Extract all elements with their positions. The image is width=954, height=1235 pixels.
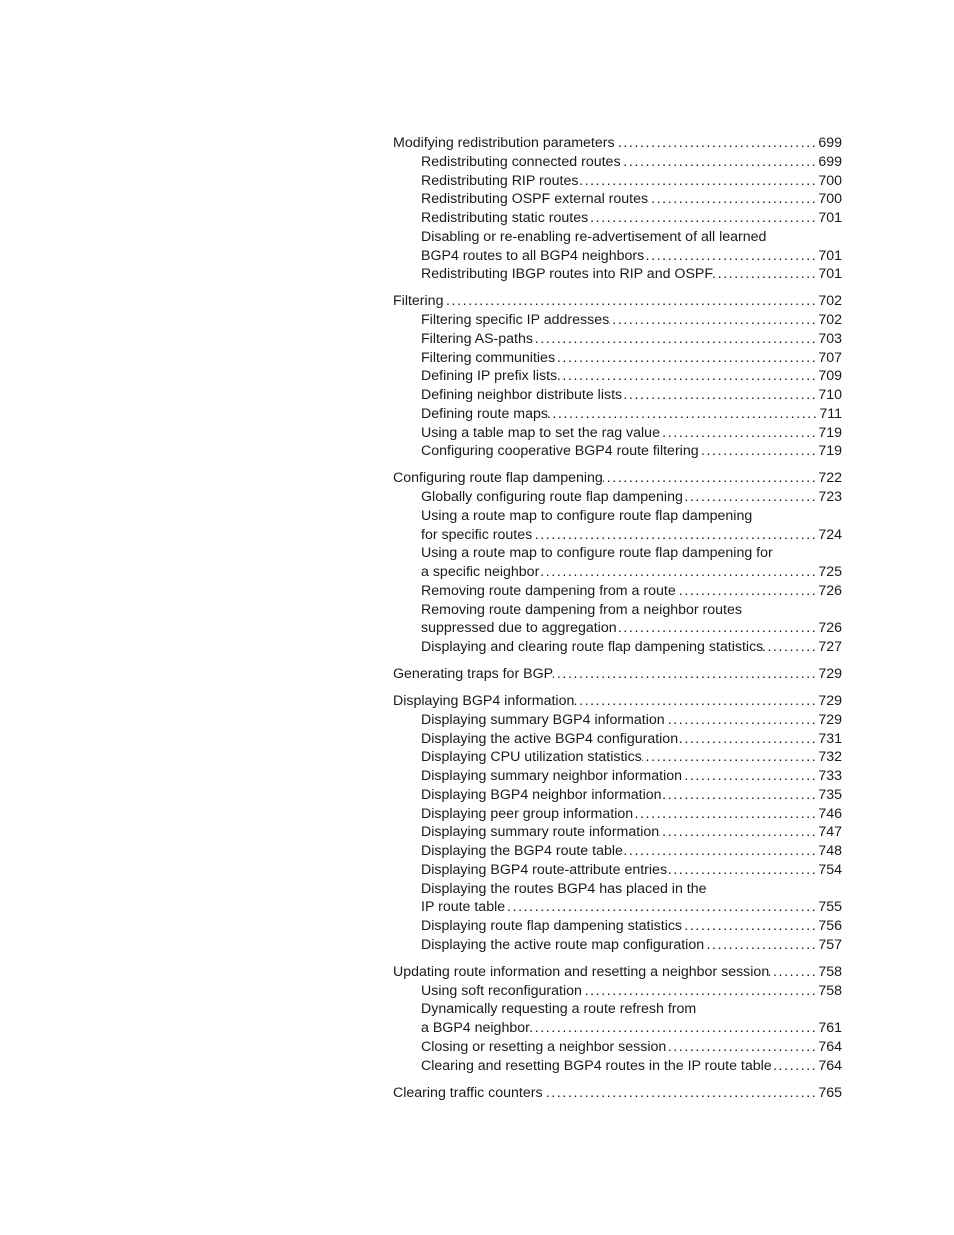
page-number: 701 — [818, 266, 842, 283]
entry-title: Displaying BGP4 route-attribute entries — [421, 861, 668, 878]
dot-leader — [548, 405, 819, 424]
dot-leader — [676, 582, 819, 601]
entry-title: Disabling or re-enabling re-advertisement of all learned — [421, 228, 767, 245]
entry-title: Redistributing OSPF external routes — [421, 191, 649, 208]
page-number: 723 — [818, 489, 842, 506]
dot-leader — [603, 469, 819, 488]
page-number: 756 — [818, 918, 842, 935]
toc-entry[interactable] — [393, 153, 842, 172]
entry-title: suppressed due to aggregation — [421, 620, 617, 637]
toc-entry-continuation[interactable] — [393, 619, 842, 638]
dot-leader — [648, 190, 818, 209]
toc-entry[interactable] — [393, 367, 842, 386]
page-number: 755 — [818, 899, 842, 916]
page-number: 711 — [819, 405, 842, 422]
toc-entry[interactable] — [393, 488, 842, 507]
page-number: 722 — [818, 470, 842, 487]
page-number: 726 — [818, 582, 842, 599]
entry-title: Globally configuring route flap dampening — [421, 489, 683, 506]
dot-leader — [699, 442, 819, 461]
page-number: 703 — [818, 330, 842, 347]
page-number: 719 — [818, 424, 842, 441]
toc-entry-continuation[interactable] — [393, 563, 842, 582]
toc-entry-continuation[interactable] — [393, 247, 842, 266]
toc-entry[interactable] — [393, 1038, 842, 1057]
entry-title: for specific routes — [421, 526, 533, 543]
page-number: 735 — [818, 786, 842, 803]
page-number: 724 — [818, 526, 842, 543]
entry-title: Filtering specific IP addresses — [421, 312, 610, 329]
entry-title: Redistributing connected routes — [421, 153, 621, 170]
entry-title: Configuring route flap dampening — [393, 470, 603, 487]
entry-title: Modifying redistribution parameters — [393, 135, 615, 151]
page-number: 758 — [818, 963, 842, 980]
dot-leader — [660, 424, 818, 443]
toc-entry-continuation[interactable] — [393, 526, 842, 545]
page-number: 765 — [818, 1084, 842, 1101]
toc-section — [393, 665, 842, 684]
entry-title: Displaying BGP4 neighbor information — [421, 786, 662, 803]
dot-leader — [662, 786, 819, 805]
entry-title: Clearing and resetting BGP4 routes in the IP route table — [421, 1057, 772, 1074]
page-number: 731 — [818, 730, 842, 747]
page-number: 701 — [818, 210, 842, 226]
page-number: 764 — [818, 1038, 842, 1055]
entry-title: Using a route map to configure route flap dampening for — [421, 545, 773, 562]
dot-leader — [682, 767, 818, 786]
entry-title: Configuring cooperative BGP4 route filtering — [421, 443, 699, 460]
toc-entry[interactable] — [393, 349, 842, 368]
dot-leader — [443, 292, 818, 311]
toc-entry-continuation[interactable] — [393, 898, 842, 917]
dot-leader — [772, 1057, 819, 1076]
toc-entry[interactable] — [393, 767, 842, 786]
page-number: 707 — [818, 349, 842, 366]
page-number: 709 — [818, 368, 842, 385]
page-number: 700 — [818, 191, 842, 208]
dot-leader — [533, 330, 818, 349]
dot-leader — [666, 1038, 818, 1057]
entry-title: Redistributing RIP routes — [421, 172, 579, 189]
toc-entry[interactable] — [393, 190, 842, 209]
toc-section — [393, 1084, 842, 1103]
entry-title: a BGP4 neighbor — [421, 1020, 530, 1037]
dot-leader — [704, 936, 818, 955]
entry-title: Displaying peer group information — [421, 805, 634, 822]
page-number: 764 — [818, 1057, 842, 1074]
dot-leader — [615, 134, 819, 153]
page-number: 701 — [818, 247, 842, 264]
toc-section-heading[interactable] — [393, 665, 842, 684]
entry-title: Dynamically requesting a route refresh from — [421, 1001, 697, 1018]
page-number: 719 — [818, 443, 842, 460]
entry-title: Displaying route flap dampening statistics — [421, 918, 683, 935]
dot-leader — [530, 1019, 818, 1038]
dot-leader — [642, 748, 819, 767]
dot-leader — [682, 917, 818, 936]
toc-entry[interactable] — [393, 805, 842, 824]
toc-section — [393, 963, 842, 1076]
dot-leader — [574, 692, 818, 711]
dot-leader — [622, 386, 818, 405]
toc-entry[interactable] — [393, 386, 842, 405]
dot-leader — [621, 153, 819, 172]
entry-title: Displaying the active BGP4 configuration — [421, 730, 679, 747]
table-of-contents — [393, 134, 842, 1111]
dot-leader — [633, 805, 818, 824]
entry-title: Filtering AS-paths — [421, 330, 533, 347]
page-number: 699 — [818, 135, 842, 151]
dot-leader — [644, 247, 818, 266]
entry-title: Defining neighbor distribute lists — [421, 387, 623, 404]
toc-entry[interactable] — [393, 917, 842, 936]
toc-entry[interactable] — [393, 209, 842, 228]
toc-entry[interactable] — [393, 544, 842, 563]
toc-entry[interactable] — [393, 711, 842, 730]
entry-title: Defining IP prefix lists — [421, 368, 558, 385]
entry-title: Displaying summary neighbor information — [421, 768, 683, 785]
toc-section-heading[interactable] — [393, 469, 842, 488]
dot-leader — [557, 367, 818, 386]
entry-title: Redistributing static routes — [421, 210, 589, 226]
toc-entry-continuation[interactable] — [393, 1019, 842, 1038]
dot-leader — [532, 526, 818, 545]
page-number: 729 — [818, 711, 842, 728]
toc-section-heading[interactable] — [393, 292, 842, 311]
entry-title: Generating traps for BGP — [393, 666, 554, 683]
toc-entry[interactable] — [393, 507, 842, 526]
page-number: 747 — [818, 824, 842, 841]
dot-leader — [617, 619, 819, 638]
dot-leader — [505, 898, 818, 917]
toc-entry[interactable] — [393, 424, 842, 443]
dot-leader — [609, 311, 818, 330]
entry-title: IP route table — [421, 899, 506, 916]
toc-entry[interactable] — [393, 311, 842, 330]
page-number: 733 — [818, 768, 842, 785]
entry-title: Closing or resetting a neighbor session — [421, 1038, 667, 1055]
toc-entry[interactable] — [393, 786, 842, 805]
entry-title: Using soft reconfiguration — [421, 982, 582, 999]
entry-title: Updating route information and resetting a neighbor session — [393, 963, 770, 980]
toc-entry[interactable] — [393, 265, 842, 284]
page-number: 758 — [818, 982, 842, 999]
dot-leader — [555, 349, 818, 368]
entry-title: Using a table map to set the rag value — [421, 424, 660, 441]
toc-section — [393, 134, 842, 284]
toc-entry[interactable] — [393, 172, 842, 191]
toc-entry[interactable] — [393, 638, 842, 657]
entry-title: Clearing traffic counters — [393, 1084, 543, 1101]
dot-leader — [678, 730, 818, 749]
dot-leader — [553, 665, 818, 684]
dot-leader — [763, 638, 818, 657]
toc-entry[interactable] — [393, 936, 842, 955]
toc-entry[interactable] — [393, 330, 842, 349]
page-number: 729 — [818, 693, 842, 710]
toc-section-heading[interactable] — [393, 134, 842, 153]
entry-title: Filtering communities — [421, 349, 556, 366]
entry-title: Displaying summary BGP4 information — [421, 711, 665, 728]
page-number: 726 — [818, 620, 842, 637]
toc-entry[interactable] — [393, 582, 842, 601]
entry-title: Displaying BGP4 information — [393, 693, 575, 710]
toc-entry[interactable] — [393, 823, 842, 842]
toc-entry[interactable] — [393, 982, 842, 1001]
toc-section — [393, 292, 842, 461]
entry-title: Defining route maps — [421, 405, 548, 422]
page-number: 699 — [818, 153, 842, 170]
entry-title: Using a route map to configure route flap dampening — [421, 507, 753, 524]
entry-title: a specific neighbor — [421, 564, 540, 581]
dot-leader — [543, 1084, 819, 1103]
page-number: 702 — [818, 312, 842, 329]
page-number: 757 — [818, 936, 842, 953]
page-number: 702 — [818, 293, 842, 310]
dot-leader — [659, 823, 818, 842]
toc-entry[interactable] — [393, 861, 842, 880]
toc-section-heading[interactable] — [393, 963, 842, 982]
toc-entry[interactable] — [393, 1000, 842, 1019]
toc-section-heading[interactable] — [393, 692, 842, 711]
entry-title: Displaying and clearing route flap dampening statistics — [421, 639, 764, 656]
entry-title: Filtering — [393, 293, 444, 310]
page-number: 761 — [818, 1020, 842, 1037]
dot-leader — [578, 172, 818, 191]
dot-leader — [713, 265, 818, 284]
entry-title: Displaying the BGP4 route table — [421, 843, 623, 860]
entry-title: Removing route dampening from a neighbor routes — [421, 601, 742, 618]
entry-title: BGP4 routes to all BGP4 neighbors — [421, 247, 645, 264]
page-number: 727 — [818, 639, 842, 656]
toc-entry[interactable] — [393, 405, 842, 424]
dot-leader — [588, 209, 818, 228]
toc-section-heading[interactable] — [393, 1084, 842, 1103]
page-number: 725 — [818, 564, 842, 581]
page-number: 754 — [818, 861, 842, 878]
dot-leader — [582, 982, 818, 1001]
page-number: 700 — [818, 172, 842, 189]
toc-entry[interactable] — [393, 880, 842, 899]
entry-title: Displaying the active route map configuration — [421, 936, 705, 953]
dot-leader — [623, 842, 818, 861]
toc-entry[interactable] — [393, 730, 842, 749]
entry-title: Redistributing IBGP routes into RIP and OSPF — [421, 266, 714, 283]
page-number: 710 — [818, 387, 842, 404]
page-number: 748 — [818, 843, 842, 860]
toc-section — [393, 692, 842, 955]
dot-leader — [665, 711, 819, 730]
toc-entry[interactable] — [393, 748, 842, 767]
toc-entry[interactable] — [393, 601, 842, 620]
dot-leader — [667, 861, 818, 880]
dot-leader — [769, 963, 818, 982]
toc-entry[interactable] — [393, 442, 842, 461]
page-number: 729 — [818, 666, 842, 683]
entry-title: Displaying summary route information — [421, 824, 660, 841]
toc-entry[interactable] — [393, 228, 842, 247]
entry-title: Displaying the routes BGP4 has placed in the — [421, 880, 707, 897]
page-number: 732 — [818, 749, 842, 766]
entry-title: Removing route dampening from a route — [421, 582, 676, 599]
entry-title: Displaying CPU utilization statistics — [421, 749, 642, 766]
toc-entry[interactable] — [393, 1057, 842, 1076]
page-number: 746 — [818, 805, 842, 822]
dot-leader — [683, 488, 818, 507]
toc-section — [393, 469, 842, 657]
dot-leader — [539, 563, 818, 582]
toc-entry[interactable] — [393, 842, 842, 861]
